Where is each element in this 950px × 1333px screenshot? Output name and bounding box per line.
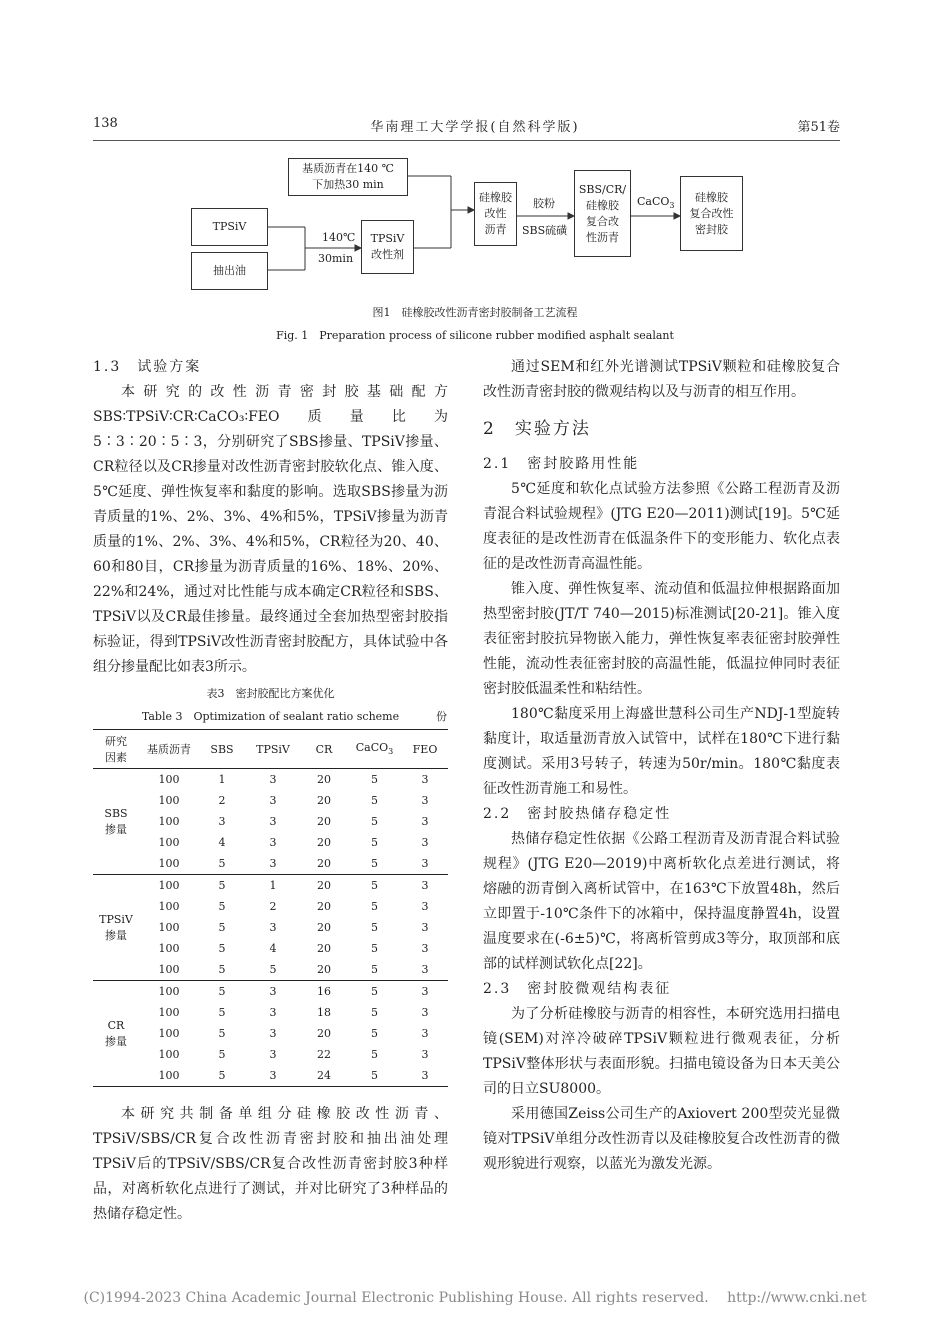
table-header-text: SBS bbox=[210, 742, 234, 756]
paragraph-samples: 本研究共制备单组分硅橡胶改性沥青、TPSiV/SBS/CR复合改性沥青密封胶和抽出油处理TPSiV后的TPSiV/SBS/CR复合改性沥青密封胶3种样品，对离析软化点进行了测试，并对比研究了3种样品的热储存稳定性。 bbox=[93, 1106, 448, 1222]
table-header-text: TPSiV bbox=[256, 742, 290, 756]
table-cell: 1 bbox=[218, 773, 226, 786]
table-factor-cell: CR 掺量 bbox=[105, 1018, 127, 1048]
table-cell: 1 bbox=[269, 879, 277, 892]
table-row bbox=[93, 1065, 448, 1087]
label-rubber-powder: 胶粉 bbox=[533, 197, 555, 210]
page-number: 138 bbox=[93, 116, 118, 131]
table-cell: 3 bbox=[269, 1027, 277, 1040]
label-condition-temp: 140℃ bbox=[322, 231, 356, 244]
table-cell: 3 bbox=[421, 773, 429, 786]
table-header-text: 研究 因素 bbox=[105, 735, 127, 764]
table-header-text: 基质沥青 bbox=[147, 743, 191, 756]
table-cell: 5 bbox=[371, 773, 378, 786]
table-header-cell bbox=[199, 730, 245, 769]
table-cell: 5 bbox=[371, 1027, 378, 1040]
table-row bbox=[93, 1044, 448, 1065]
figure-caption-cn: 图1 硅橡胶改性沥青密封胶制备工艺流程 bbox=[372, 306, 578, 319]
table-cell: 5 bbox=[199, 959, 245, 981]
table-cell: 100 bbox=[158, 985, 180, 998]
table-cell: 5 bbox=[218, 985, 226, 998]
table-cell: 3 bbox=[402, 853, 448, 875]
table-cell: 100 bbox=[158, 921, 180, 934]
table-cell: 3 bbox=[269, 836, 277, 849]
table-cell: 5 bbox=[371, 1048, 378, 1061]
table-cell: 100 bbox=[158, 879, 180, 892]
table-row bbox=[93, 896, 448, 917]
table-header-cell bbox=[245, 730, 301, 769]
table-cell: 100 bbox=[158, 900, 180, 913]
table-factor-cell: SBS 掺量 bbox=[93, 769, 139, 875]
table-cell: 5 bbox=[218, 900, 226, 913]
table-cell: 20 bbox=[317, 1027, 331, 1040]
table-cell: 3 bbox=[245, 853, 301, 875]
table-3-title-cn: 表3 密封胶配比方案优化 bbox=[206, 687, 335, 700]
label-condition-time: 30min bbox=[318, 252, 354, 265]
table-cell: 20 bbox=[317, 815, 331, 828]
table-cell: 4 bbox=[218, 836, 226, 849]
table-cell: 5 bbox=[218, 1069, 226, 1082]
table-cell: 100 bbox=[158, 1048, 180, 1061]
table-cell: 5 bbox=[371, 879, 378, 892]
table-cell: 3 bbox=[269, 1048, 277, 1061]
table-cell: 5 bbox=[371, 900, 378, 913]
table-3-unit: 份 bbox=[436, 710, 447, 723]
table-header-text: CR bbox=[315, 742, 333, 756]
table-cell: 22 bbox=[317, 1048, 331, 1061]
table-3-title-en: Table 3 Optimization of sealant ratio scheme bbox=[141, 710, 400, 723]
table-cell: 3 bbox=[421, 815, 429, 828]
table-row bbox=[93, 811, 448, 832]
paragraph-sem-intro: 通过SEM和红外光谱测试TPSiV颗粒和硅橡胶复合改性沥青密封胶的微观结构以及与沥青的相互作用。 bbox=[483, 359, 840, 400]
table-cell: 5 bbox=[199, 853, 245, 875]
table-header-cell bbox=[347, 730, 402, 769]
table-cell: 100 bbox=[158, 1006, 180, 1019]
section-2-3-title: 2.3 密封胶微观结构表征 bbox=[483, 981, 672, 997]
table-cell: 16 bbox=[317, 985, 331, 998]
table-cell: 3 bbox=[269, 794, 277, 807]
table-cell: 3 bbox=[421, 836, 429, 849]
journal-title: 华南理工大学学报(自然科学版) bbox=[370, 120, 580, 135]
table-factor-cell: TPSiV 掺量 bbox=[93, 875, 139, 981]
table-cell: 3 bbox=[269, 1069, 277, 1082]
left-column bbox=[93, 355, 448, 680]
table-header-row bbox=[93, 730, 448, 769]
table-row bbox=[93, 790, 448, 811]
table-row bbox=[93, 981, 448, 1003]
table-cell: 24 bbox=[317, 1069, 331, 1082]
table-cell: 20 bbox=[317, 921, 331, 934]
table-row bbox=[93, 832, 448, 853]
table-row bbox=[93, 959, 448, 981]
table-cell: 5 bbox=[347, 959, 402, 981]
table-cell: 3 bbox=[421, 1048, 429, 1061]
figure-caption-en: Fig. 1 Preparation process of silicone rubber modified asphalt sealant bbox=[276, 329, 674, 342]
paragraph-test-plan: 本研究的改性沥青密封胶基础配方SBS∶TPSiV∶CR∶CaCO₃∶FEO质量比为5∶3∶20∶5∶3，分别研究了SBS掺量、TPSiV掺量、CR粒径以及CR掺量对改性沥青密封胶软化点、锥入度、5℃延度、弹性恢复率和黏度的影响。选取SBS掺量为沥青质量的1%、2%、3%、4%和5%，TPSiV掺量为沥青质量的1%、2%、3%、4%和5%，CR粒径为20、40、60和80目，CR掺量为沥青质量的16%、18%、20%、22%和24%，通过对比性能与成本确定CR粒径和SBS、TPSiV以及CR最佳掺量。最终通过全套加热型密封胶指标验证，得到TPSiV改性沥青密封胶配方，具体试验中各组分掺量配比如表3所示。 bbox=[93, 384, 448, 675]
table-row bbox=[93, 769, 448, 791]
table-header-text: FEO bbox=[412, 742, 438, 756]
section-2-title: 2 实验方法 bbox=[483, 419, 591, 439]
table-cell: 5 bbox=[218, 942, 226, 955]
table-cell: 3 bbox=[421, 1006, 429, 1019]
table-cell: 5 bbox=[371, 794, 378, 807]
table-cell: 3 bbox=[421, 794, 429, 807]
paragraph-sem: 为了分析硅橡胶与沥青的相容性，本研究选用扫描电镜(SEM)对淬冷破碎TPSiV颗粒进行微观表征，分析TPSiV整体形状与表面形貌。扫描电镜设备为日本天美公司的日立SU8000。 bbox=[483, 1006, 840, 1097]
table-cell: 20 bbox=[301, 959, 347, 981]
box-extraction-oil: 抽出油 bbox=[191, 252, 268, 290]
table-cell: 100 bbox=[158, 836, 180, 849]
table-cell: 4 bbox=[269, 942, 277, 955]
table-cell: 20 bbox=[301, 853, 347, 875]
table-cell: 3 bbox=[269, 1006, 277, 1019]
table-row bbox=[93, 1002, 448, 1023]
table-cell: 5 bbox=[371, 1069, 378, 1082]
table-header-cell bbox=[93, 730, 139, 769]
table-cell: 5 bbox=[371, 921, 378, 934]
table-cell: 5 bbox=[371, 815, 378, 828]
paragraph-viscosity: 180℃黏度采用上海盛世慧科公司生产NDJ-1型旋转黏度计，取适量沥青放入试管中，试样在180℃下进行黏度测试。采用3号转子，转速为50r/min。180℃黏度表征改性沥青施工和易性。 bbox=[483, 706, 840, 797]
table-cell: 20 bbox=[317, 900, 331, 913]
table-cell: 100 bbox=[158, 815, 180, 828]
table-cell: 18 bbox=[317, 1006, 331, 1019]
table-header-cell bbox=[402, 730, 448, 769]
table-row bbox=[93, 938, 448, 959]
table-cell: 2 bbox=[218, 794, 226, 807]
table-cell: 5 bbox=[218, 921, 226, 934]
table-cell: 2 bbox=[269, 900, 277, 913]
volume-label: 第51卷 bbox=[797, 120, 840, 135]
table-cell: 3 bbox=[421, 1027, 429, 1040]
section-2-1-title: 2.1 密封胶路用性能 bbox=[483, 456, 640, 472]
table-cell: 5 bbox=[218, 1027, 226, 1040]
table-cell: 5 bbox=[371, 1006, 378, 1019]
paragraph-storage-stability: 热储存稳定性依据《公路工程沥青及沥青混合料试验规程》(JTG E20—2019)中离析软化点差进行测试，将熔融的沥青倒入离析试管中，在163℃下放置48h，然后立即置于-10℃条件下的冰箱中，保持温度静置4h，设置温度要求在(-6±5)℃，将离析管剪成3等分，取顶部和底部的试样测试软化点[22]。 bbox=[483, 831, 840, 972]
table-cell: 100 bbox=[158, 773, 180, 786]
table-cell: 3 bbox=[421, 900, 429, 913]
copyright-footer: (C)1994-2023 China Academic Journal Electronic Publishing House. All rights reserved. http://www.cnki.net bbox=[83, 1290, 867, 1306]
table-header-subscript: 3 bbox=[388, 747, 394, 757]
label-caco3: CaCO$_3$ bbox=[637, 195, 675, 211]
table-cell: 3 bbox=[421, 1069, 429, 1082]
table-cell: 3 bbox=[402, 959, 448, 981]
box-asphalt-heating: 基质沥青在140 ℃ 下加热30 min bbox=[288, 158, 408, 196]
table-cell: 100 bbox=[139, 853, 199, 875]
table-cell: 5 bbox=[371, 985, 378, 998]
table-cell: 3 bbox=[269, 815, 277, 828]
table-cell: 100 bbox=[158, 1027, 180, 1040]
table-header-cell bbox=[301, 730, 347, 769]
table-cell: 3 bbox=[421, 985, 429, 998]
table-cell: 100 bbox=[158, 942, 180, 955]
box-sealant: 硅橡胶 复合改性 密封胶 bbox=[680, 176, 743, 251]
left-column-bottom bbox=[93, 1102, 448, 1227]
table-cell: 5 bbox=[218, 1048, 226, 1061]
table-row bbox=[93, 875, 448, 897]
table-cell: 3 bbox=[421, 942, 429, 955]
table-cell: 20 bbox=[317, 794, 331, 807]
table-cell: 3 bbox=[269, 921, 277, 934]
box-silicone-asphalt: 硅橡胶 改性 沥青 bbox=[474, 182, 517, 246]
table-cell: 3 bbox=[421, 921, 429, 934]
table-cell: 20 bbox=[317, 773, 331, 786]
table-cell: 3 bbox=[421, 879, 429, 892]
paragraph-ductility: 5℃延度和软化点试验方法参照《公路工程沥青及沥青混合料试验规程》(JTG E20—2011)测试[19]。5℃延度表征的是改性沥青在低温条件下的变形能力、软化点表征的是改性沥青高温性能。 bbox=[483, 481, 840, 572]
label-sbs-sulfur: SBS硫磺 bbox=[522, 224, 568, 237]
box-tpsiv: TPSiV bbox=[191, 208, 268, 246]
table-cell: 5 bbox=[218, 879, 226, 892]
box-composite-asphalt: SBS/CR/ 硅橡胶 复合改 性沥青 bbox=[574, 170, 631, 257]
table-cell: 100 bbox=[158, 1069, 180, 1082]
table-cell: 100 bbox=[158, 794, 180, 807]
table-row bbox=[93, 1023, 448, 1044]
section-2-2-title: 2.2 密封胶热储存稳定性 bbox=[483, 806, 672, 822]
table-cell: 100 bbox=[139, 959, 199, 981]
table-cell: 5 bbox=[218, 1006, 226, 1019]
table-cell: 5 bbox=[347, 853, 402, 875]
table-cell: 5 bbox=[245, 959, 301, 981]
table-header-cell bbox=[139, 730, 199, 769]
paragraph-fluorescence: 采用德国Zeiss公司生产的Axiovert 200型荧光显微镜对TPSiV单组分改性沥青以及硅橡胶复合改性沥青的微观形貌进行观察，以蓝光为激发光源。 bbox=[483, 1106, 840, 1172]
table-cell: 3 bbox=[218, 815, 226, 828]
table-3 bbox=[93, 729, 448, 1087]
flowchart-connectors bbox=[0, 0, 950, 300]
box-tpsiv-modifier: TPSiV 改性剂 bbox=[361, 220, 414, 274]
table-cell: 3 bbox=[269, 985, 277, 998]
table-row bbox=[93, 917, 448, 938]
table-cell: 20 bbox=[317, 836, 331, 849]
paragraph-penetration: 锥入度、弹性恢复率、流动值和低温拉伸根据路面加热型密封胶(JT/T 740—2015)标准测试[20-21]。锥入度表征密封胶抗异物嵌入能力，弹性恢复率表征密封胶弹性性能，流动性表征密封胶的高温性能，低温拉伸同时表征密封胶低温柔性和粘结性。 bbox=[483, 581, 840, 697]
table-cell: 3 bbox=[269, 773, 277, 786]
table-cell: 5 bbox=[371, 942, 378, 955]
section-1-3-title: 1.3 试验方案 bbox=[93, 359, 202, 375]
table-row bbox=[93, 853, 448, 875]
table-cell: 5 bbox=[371, 836, 378, 849]
table-cell: 20 bbox=[317, 942, 331, 955]
table-cell: 20 bbox=[317, 879, 331, 892]
right-column bbox=[483, 355, 840, 1177]
table-header-text: CaCO bbox=[355, 741, 389, 755]
